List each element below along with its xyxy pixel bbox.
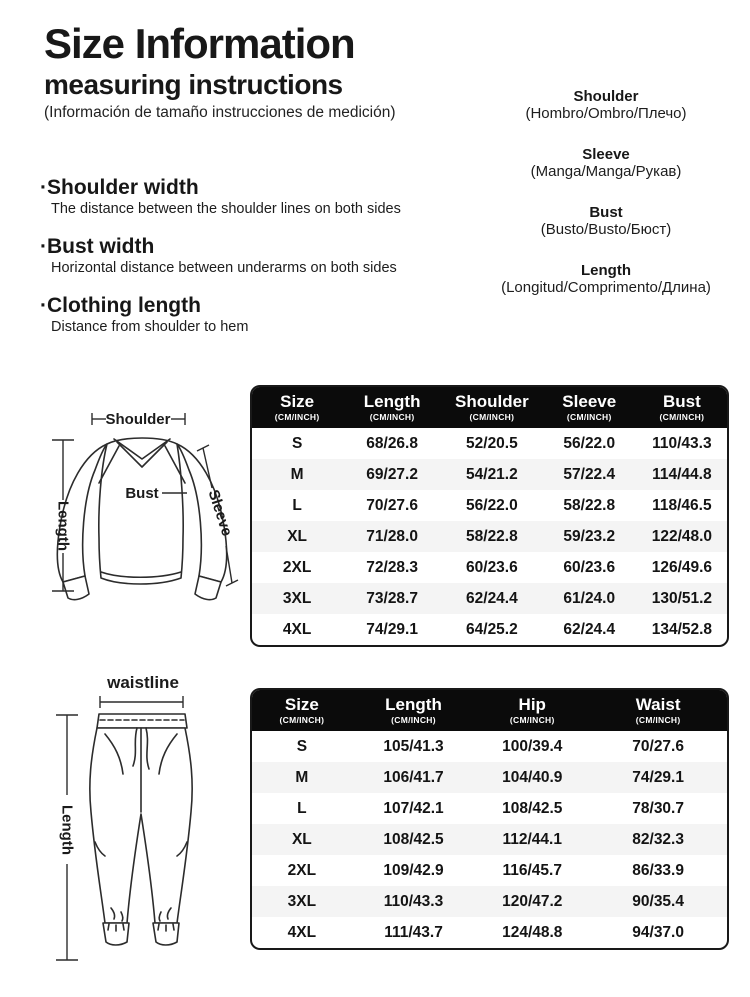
column-unit-note: (CM/INCH) (635, 715, 681, 725)
size-label: 3XL (282, 590, 312, 607)
measurement-value: 116/45.7 (502, 862, 562, 879)
measurement-value: 62/24.4 (563, 621, 616, 638)
title-block (44, 22, 396, 122)
measurement-value: 110/43.3 (652, 435, 712, 452)
instruction-description: The distance between the shoulder lines on both sides (51, 201, 401, 217)
instruction-bust-width (40, 235, 470, 277)
size-row-xl (252, 824, 727, 855)
measurement-value: 61/24.0 (563, 590, 616, 607)
measurement-terms-list (468, 88, 744, 320)
header-row (252, 690, 727, 731)
measurement-value: 64/25.2 (466, 621, 518, 638)
size-label: M (295, 769, 309, 786)
column-unit-note: (CM/INCH) (566, 412, 612, 422)
size-row-s (252, 731, 727, 762)
term-name: Sleeve (582, 146, 630, 163)
term-translation: (Busto/Busto/Бюст) (540, 221, 672, 238)
sweater-diagram-svg (25, 388, 260, 660)
measurement-value: 118/46.5 (652, 497, 712, 514)
size-label: 4XL (282, 621, 312, 638)
page-subtitle: measuring instructions (44, 69, 343, 101)
measurement-value: 130/51.2 (651, 590, 713, 607)
length-measure (56, 715, 78, 960)
size-row-3xl (252, 583, 727, 614)
measurement-value: 107/42.1 (383, 800, 444, 817)
measurement-value: 58/22.8 (563, 497, 616, 514)
column-title: Size (280, 392, 315, 411)
column-header-shoulder (442, 387, 542, 428)
size-label: XL (287, 528, 308, 545)
column-title: Length (385, 695, 442, 714)
size-label: S (296, 738, 308, 755)
column-title: Size (284, 695, 319, 714)
measurement-value: 74/29.1 (632, 769, 684, 786)
shoulder-measure (92, 411, 185, 428)
column-unit-note: (CM/INCH) (391, 715, 436, 725)
measurement-value: 68/26.8 (366, 435, 418, 452)
measurement-value: 104/40.9 (502, 769, 563, 786)
column-unit-note: (CM/INCH) (659, 412, 705, 422)
size-label: 3XL (287, 893, 317, 910)
column-unit-note: (CM/INCH) (469, 412, 515, 422)
page-title: Size Information (44, 20, 355, 67)
column-unit-note: (CM/INCH) (369, 412, 415, 422)
measurement-value: 71/28.0 (366, 528, 418, 545)
measurement-value: 120/47.2 (502, 893, 563, 910)
measurement-value: 122/48.0 (651, 528, 713, 545)
header-row (252, 387, 727, 428)
instruction-term: ·Bust width (40, 235, 155, 258)
measurement-value: 58/22.8 (466, 528, 518, 545)
measurement-value: 111/43.7 (384, 924, 443, 941)
bottom-size-table-container (250, 688, 729, 950)
column-header-hip (475, 690, 589, 731)
size-label: 2XL (282, 559, 312, 576)
term-translation: (Hombro/Ombro/Плечо) (525, 105, 687, 122)
pants-diagram-svg (25, 662, 260, 982)
size-row-l (252, 490, 727, 521)
measuring-instructions-list (40, 176, 470, 353)
size-row-xl (252, 521, 727, 552)
measurement-value: 62/24.4 (466, 590, 518, 607)
size-row-4xl (252, 917, 727, 948)
top-size-table-container (250, 385, 729, 647)
measurement-value: 108/42.5 (502, 800, 563, 817)
term-translation: (Longitud/Comprimento/Длина) (501, 279, 711, 296)
measurement-value: 59/23.2 (563, 528, 616, 545)
waistline-label: waistline (107, 673, 179, 692)
column-header-bust (637, 387, 727, 428)
column-header-sleeve (542, 387, 637, 428)
measurement-value: 82/32.3 (632, 831, 684, 848)
measurement-value: 112/44.1 (502, 831, 562, 848)
measurement-value: 90/35.4 (632, 893, 684, 910)
measurement-value: 86/33.9 (632, 862, 684, 879)
term-name: Shoulder (573, 88, 639, 105)
measurement-value: 100/39.4 (502, 738, 563, 755)
measurement-value: 134/52.8 (651, 621, 713, 638)
term-sleeve (468, 146, 744, 181)
instruction-clothing-length (40, 294, 470, 336)
size-label: L (297, 800, 307, 817)
measurement-value: 109/42.9 (383, 862, 444, 879)
measurement-value: 105/41.3 (383, 738, 444, 755)
measurement-value: 114/44.8 (652, 466, 712, 483)
measurement-value: 73/28.7 (366, 590, 418, 607)
measurement-value: 69/27.2 (366, 466, 418, 483)
column-header-size (252, 387, 342, 428)
sweater-diagram (25, 388, 260, 660)
length-label: Length (58, 805, 76, 855)
column-header-length (352, 690, 476, 731)
bottom-size-table (252, 690, 727, 948)
term-shoulder (468, 88, 744, 123)
size-row-2xl (252, 552, 727, 583)
size-label: XL (291, 831, 312, 848)
measurement-value: 126/49.6 (651, 559, 713, 576)
size-row-4xl (252, 614, 727, 645)
waistband (97, 714, 187, 728)
instruction-description: Horizontal distance between underarms on both sides (51, 260, 397, 276)
size-label: L (292, 497, 302, 514)
sleeve-label: Sleeve (204, 487, 236, 539)
column-title: Hip (518, 695, 546, 714)
instruction-term: ·Clothing length (40, 294, 201, 317)
measurement-value: 110/43.3 (383, 893, 444, 910)
column-unit-note: (CM/INCH) (279, 715, 325, 725)
size-row-3xl (252, 886, 727, 917)
size-label: 4XL (287, 924, 317, 941)
term-length (468, 262, 744, 297)
instruction-description: Distance from shoulder to hem (51, 319, 249, 335)
measurement-value: 56/22.0 (563, 435, 616, 452)
column-header-length (342, 387, 442, 428)
column-header-size (252, 690, 352, 731)
column-unit-note: (CM/INCH) (274, 412, 320, 422)
size-label: 2XL (287, 862, 317, 879)
measurement-value: 78/30.7 (632, 800, 684, 817)
measurement-value: 70/27.6 (366, 497, 418, 514)
size-label: S (291, 435, 303, 452)
column-unit-note: (CM/INCH) (509, 715, 555, 725)
column-title: Bust (662, 392, 701, 411)
instruction-term: ·Shoulder width (40, 176, 199, 199)
shoulder-label: Shoulder (105, 411, 171, 428)
column-title: Sleeve (562, 392, 617, 411)
instruction-shoulder-width (40, 176, 470, 218)
length-label: Length (54, 501, 72, 551)
measurement-value: 57/22.4 (563, 466, 616, 483)
waistline-measure (100, 673, 183, 708)
measurement-value: 54/21.2 (466, 466, 518, 483)
page-subtitle-translation: (Información de tamaño instrucciones de medición) (44, 104, 396, 122)
term-name: Bust (589, 204, 623, 221)
term-name: Length (581, 262, 631, 279)
size-row-l (252, 793, 727, 824)
size-row-2xl (252, 855, 727, 886)
measurement-value: 108/42.5 (383, 831, 444, 848)
size-row-m (252, 762, 727, 793)
size-row-s (252, 428, 727, 459)
column-title: Shoulder (455, 392, 529, 411)
term-bust (468, 204, 744, 239)
column-title: Length (363, 392, 421, 411)
measurement-value: 56/22.0 (466, 497, 518, 514)
measurement-value: 94/37.0 (632, 924, 684, 941)
size-label: M (290, 466, 304, 483)
top-size-table (252, 387, 727, 645)
measurement-value: 60/23.6 (563, 559, 616, 576)
measurement-value: 60/23.6 (466, 559, 518, 576)
measurement-value: 74/29.1 (366, 621, 418, 638)
measurement-value: 124/48.8 (502, 924, 563, 941)
column-title: Waist (635, 695, 681, 714)
size-row-m (252, 459, 727, 490)
pants-diagram (25, 662, 260, 982)
measurement-value: 72/28.3 (366, 559, 418, 576)
measurement-value: 52/20.5 (466, 435, 518, 452)
column-header-waist (589, 690, 727, 731)
measurement-value: 106/41.7 (383, 769, 444, 786)
measurement-value: 70/27.6 (632, 738, 684, 755)
term-translation: (Manga/Manga/Рукав) (530, 163, 682, 180)
bust-label: Bust (125, 485, 159, 502)
